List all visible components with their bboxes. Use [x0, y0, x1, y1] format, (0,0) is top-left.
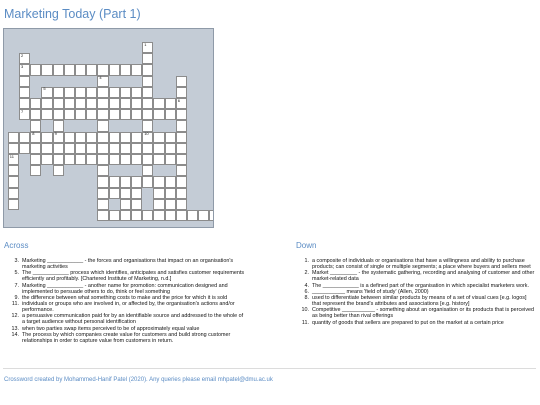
clue-text: The process by which companies create value for customers and build strong customer relationships in order to capture value from customers in return.: [22, 331, 231, 344]
grid-cell[interactable]: [30, 132, 41, 143]
grid-cell[interactable]: [153, 154, 164, 165]
footer-credit: Crossword created by Mohammed-Hanif Patel (2020). Any queries please email mhpatel@dmu.ac.uk: [4, 377, 273, 383]
grid-cell[interactable]: [142, 109, 153, 120]
grid-cell[interactable]: [176, 76, 187, 87]
grid-cell[interactable]: [19, 109, 30, 120]
grid-cell[interactable]: [131, 64, 142, 75]
grid-cell[interactable]: [176, 87, 187, 98]
grid-cell[interactable]: [153, 143, 164, 154]
grid-cell[interactable]: [131, 154, 142, 165]
grid-cell[interactable]: [142, 154, 153, 165]
grid-cell[interactable]: [165, 109, 176, 120]
grid-cell[interactable]: [109, 109, 120, 120]
grid-cell[interactable]: [53, 154, 64, 165]
grid-cell[interactable]: [97, 199, 108, 210]
grid-cell[interactable]: [97, 64, 108, 75]
clue-number: 6: [177, 97, 181, 103]
grid-cell[interactable]: [109, 64, 120, 75]
across-clue: [7, 301, 245, 313]
clue-number: 7: [21, 108, 24, 114]
grid-cell[interactable]: [30, 165, 41, 176]
grid-cell[interactable]: [109, 154, 120, 165]
grid-cell[interactable]: [176, 176, 187, 187]
down-clue: [297, 258, 536, 270]
grid-cell[interactable]: [53, 64, 64, 75]
grid-cell[interactable]: [8, 188, 19, 199]
grid-cell[interactable]: [142, 120, 153, 131]
grid-cell[interactable]: [142, 76, 153, 87]
grid-cell[interactable]: [142, 176, 153, 187]
grid-cell[interactable]: [109, 132, 120, 143]
grid-cell[interactable]: [64, 143, 75, 154]
grid-cell[interactable]: [64, 154, 75, 165]
down-clue: [297, 307, 536, 319]
grid-cell[interactable]: [120, 87, 131, 98]
grid-cell[interactable]: [53, 132, 64, 143]
grid-cell[interactable]: [30, 120, 41, 131]
clue-number: 2.: [304, 270, 309, 277]
across-clue-list: [7, 258, 245, 344]
grid-cell[interactable]: [109, 87, 120, 98]
down-clue: [297, 283, 536, 289]
grid-cell[interactable]: [41, 98, 52, 109]
grid-cell[interactable]: [142, 132, 153, 143]
clue-text: quantity of goods that sellers are prepared to put on the market at a certain price: [312, 319, 504, 326]
clue-number: 11.: [301, 319, 309, 326]
grid-cell[interactable]: [53, 165, 64, 176]
grid-cell[interactable]: [142, 87, 153, 98]
grid-cell[interactable]: [8, 176, 19, 187]
grid-cell[interactable]: [41, 109, 52, 120]
grid-cell[interactable]: [53, 143, 64, 154]
grid-cell[interactable]: [142, 210, 153, 221]
grid-cell[interactable]: [75, 154, 86, 165]
grid-cell[interactable]: [120, 176, 131, 187]
grid-cell[interactable]: [131, 98, 142, 109]
grid-cell[interactable]: [19, 143, 30, 154]
grid-cell[interactable]: [75, 132, 86, 143]
clue-number: 5.: [14, 270, 19, 277]
grid-cell[interactable]: [53, 109, 64, 120]
grid-cell[interactable]: [86, 98, 97, 109]
across-clue: [7, 258, 245, 270]
clue-number: 14.: [11, 331, 19, 338]
clue-number: 8.: [304, 295, 309, 302]
across-clue: [7, 283, 245, 295]
grid-cell[interactable]: [86, 87, 97, 98]
down-heading: Down: [296, 241, 317, 250]
grid-cell[interactable]: [131, 132, 142, 143]
grid-cell[interactable]: [19, 64, 30, 75]
grid-cell[interactable]: [120, 199, 131, 210]
down-clue: [297, 289, 536, 295]
clue-number: 7.: [14, 282, 19, 289]
crossword-grid: [3, 28, 214, 228]
grid-cell[interactable]: [142, 98, 153, 109]
clue-number: 5: [43, 86, 46, 92]
grid-cell[interactable]: [19, 53, 30, 64]
grid-cell[interactable]: [120, 188, 131, 199]
footer-divider: [3, 368, 536, 369]
grid-cell[interactable]: [75, 87, 86, 98]
clue-number: 1: [144, 41, 147, 47]
grid-cell[interactable]: [19, 76, 30, 87]
clue-number: 3.: [14, 258, 19, 264]
grid-cell[interactable]: [153, 199, 164, 210]
across-clue: [7, 270, 245, 282]
grid-cell[interactable]: [131, 199, 142, 210]
grid-cell[interactable]: [8, 165, 19, 176]
grid-cell[interactable]: [142, 64, 153, 75]
grid-cell[interactable]: [142, 53, 153, 64]
clue-text: a composite of individuals or organisations that have a willingness and ability to purchase products; can consist of single or multiple segments; a place where buyers and sellers meet: [312, 258, 531, 271]
grid-cell[interactable]: [153, 176, 164, 187]
grid-cell[interactable]: [176, 210, 187, 221]
grid-cell[interactable]: [176, 188, 187, 199]
grid-cell[interactable]: [75, 98, 86, 109]
grid-cell[interactable]: [64, 109, 75, 120]
grid-cell[interactable]: [97, 165, 108, 176]
grid-cell[interactable]: [97, 132, 108, 143]
grid-cell[interactable]: [97, 120, 108, 131]
grid-cell[interactable]: [19, 98, 30, 109]
clue-text: individuals or groups who are involved in, or affected by, the organisation's actions and/or performance.: [22, 301, 235, 314]
grid-cell[interactable]: [86, 132, 97, 143]
grid-cell[interactable]: [165, 154, 176, 165]
grid-cell[interactable]: [131, 210, 142, 221]
grid-cell[interactable]: [120, 64, 131, 75]
clue-text: The ____________ is a defined part of the organisation in which specialist marketers work.: [312, 282, 529, 289]
grid-cell[interactable]: [109, 143, 120, 154]
grid-cell[interactable]: [75, 109, 86, 120]
grid-cell[interactable]: [176, 98, 187, 109]
grid-cell[interactable]: [176, 199, 187, 210]
grid-cell[interactable]: [131, 176, 142, 187]
grid-cell[interactable]: [86, 64, 97, 75]
grid-cell[interactable]: [165, 210, 176, 221]
grid-cell[interactable]: [120, 210, 131, 221]
grid-cell[interactable]: [64, 98, 75, 109]
grid-cell[interactable]: [97, 210, 108, 221]
grid-cell[interactable]: [64, 132, 75, 143]
grid-cell[interactable]: [64, 87, 75, 98]
clue-number: 10: [144, 131, 149, 137]
clue-number: 4.: [304, 282, 309, 289]
grid-cell[interactable]: [176, 165, 187, 176]
grid-cell[interactable]: [176, 109, 187, 120]
grid-cell[interactable]: [109, 176, 120, 187]
clue-text: Competitive ___________ - something about an organisation or its products that is perceived as being better than rival offerings: [312, 307, 535, 320]
down-clue: [297, 320, 536, 326]
grid-cell[interactable]: [109, 188, 120, 199]
grid-cell[interactable]: [97, 154, 108, 165]
grid-cell[interactable]: [120, 132, 131, 143]
clue-number: 11: [9, 153, 14, 159]
grid-cell[interactable]: [75, 143, 86, 154]
grid-cell[interactable]: [142, 42, 153, 53]
clue-text: the difference between what something costs to make and the price for which it is sold: [22, 294, 228, 301]
grid-cell[interactable]: [41, 64, 52, 75]
clue-text: Marketing ____________ - another name for promotion: communication designed and implemented to persuade others to do, think or feel something: [22, 282, 228, 295]
clue-number: 12.: [11, 313, 19, 320]
grid-cell[interactable]: [153, 188, 164, 199]
grid-cell[interactable]: [97, 176, 108, 187]
grid-cell[interactable]: [19, 132, 30, 143]
grid-cell[interactable]: [75, 64, 86, 75]
grid-cell[interactable]: [176, 154, 187, 165]
grid-cell[interactable]: [165, 199, 176, 210]
grid-cell[interactable]: [153, 210, 164, 221]
grid-cell[interactable]: [53, 98, 64, 109]
clue-number: 3: [21, 63, 24, 69]
grid-cell[interactable]: [97, 109, 108, 120]
clue-text: used to differentiate between similar products by means of a set of visual cues [e.g. logos] that represent the brand's attributes and associations [e.g. history]: [312, 295, 527, 308]
grid-cell[interactable]: [165, 176, 176, 187]
grid-cell[interactable]: [30, 154, 41, 165]
grid-cell[interactable]: [109, 98, 120, 109]
grid-cell[interactable]: [8, 154, 19, 165]
grid-cell[interactable]: [41, 143, 52, 154]
clue-number: 11.: [11, 301, 19, 308]
grid-cell[interactable]: [165, 98, 176, 109]
down-clue-list: [297, 258, 536, 326]
grid-cell[interactable]: [131, 87, 142, 98]
grid-cell[interactable]: [120, 154, 131, 165]
grid-cell[interactable]: [120, 109, 131, 120]
grid-cell[interactable]: [198, 210, 209, 221]
grid-cell[interactable]: [30, 64, 41, 75]
clue-text: Marketing ____________ - the forces and organisations that impact on an organisation's marketing activities: [22, 258, 234, 271]
grid-cell[interactable]: [97, 98, 108, 109]
grid-cell[interactable]: [142, 165, 153, 176]
grid-cell[interactable]: [120, 98, 131, 109]
grid-cell[interactable]: [209, 210, 214, 221]
down-clue: [297, 270, 536, 282]
across-clue: [7, 326, 245, 332]
grid-cell[interactable]: [8, 132, 19, 143]
grid-cell[interactable]: [131, 109, 142, 120]
across-clue: [7, 313, 245, 325]
grid-cell[interactable]: [30, 143, 41, 154]
grid-cell[interactable]: [176, 120, 187, 131]
grid-cell[interactable]: [97, 76, 108, 87]
grid-cell[interactable]: [131, 143, 142, 154]
grid-cell[interactable]: [53, 87, 64, 98]
grid-cell[interactable]: [86, 109, 97, 120]
clue-number: 4: [99, 75, 102, 81]
grid-cell[interactable]: [165, 143, 176, 154]
grid-cell[interactable]: [97, 143, 108, 154]
grid-cell[interactable]: [142, 143, 153, 154]
clue-number: 1.: [304, 258, 309, 264]
across-clue: [7, 332, 245, 344]
grid-cell[interactable]: [176, 143, 187, 154]
grid-cell[interactable]: [41, 154, 52, 165]
grid-cell[interactable]: [8, 143, 19, 154]
grid-cell[interactable]: [187, 210, 198, 221]
clue-number: 9: [54, 131, 57, 137]
grid-cell[interactable]: [53, 120, 64, 131]
clue-number: 8: [32, 131, 35, 137]
clue-text: Market _________ - the systematic gathering, recording and analysing of customer and other market-related data: [312, 270, 535, 283]
grid-cell[interactable]: [120, 143, 131, 154]
clue-number: 13.: [11, 325, 19, 332]
across-clue: [7, 295, 245, 301]
page-title: Marketing Today (Part 1): [4, 7, 141, 21]
clue-text: ___________ means 'field of study' (Allen, 2000): [312, 288, 429, 295]
grid-cell[interactable]: [8, 199, 19, 210]
grid-cell[interactable]: [153, 132, 164, 143]
grid-cell[interactable]: [109, 210, 120, 221]
grid-cell[interactable]: [131, 188, 142, 199]
clue-text: a persuasive communication paid for by an identifiable source and addressed to the whole of a target audience without personal identification: [22, 313, 244, 326]
grid-cell[interactable]: [64, 64, 75, 75]
clue-text: when two parties swap items perceived to be of approximately equal value: [22, 325, 200, 332]
grid-cell[interactable]: [19, 87, 30, 98]
clue-number: 9.: [14, 294, 19, 301]
grid-cell[interactable]: [165, 132, 176, 143]
clue-number: 10.: [301, 307, 309, 314]
grid-cell[interactable]: [176, 132, 187, 143]
across-heading: Across: [4, 241, 29, 250]
grid-cell[interactable]: [97, 188, 108, 199]
grid-cell[interactable]: [41, 132, 52, 143]
clue-text: The ____________ process which identifies, anticipates and satisfies customer requirements efficiently and profitably. [Chartered Institute of Marketing, n.d.]: [22, 270, 245, 283]
grid-cell[interactable]: [165, 188, 176, 199]
grid-cell[interactable]: [97, 87, 108, 98]
grid-cell[interactable]: [153, 98, 164, 109]
grid-cell[interactable]: [153, 109, 164, 120]
clue-number: 6.: [304, 288, 309, 295]
grid-cell[interactable]: [86, 143, 97, 154]
grid-cell[interactable]: [86, 154, 97, 165]
grid-cell[interactable]: [30, 98, 41, 109]
grid-cell[interactable]: [30, 109, 41, 120]
clue-number: 2: [21, 52, 24, 58]
down-clue: [297, 295, 536, 307]
grid-cell[interactable]: [41, 87, 52, 98]
